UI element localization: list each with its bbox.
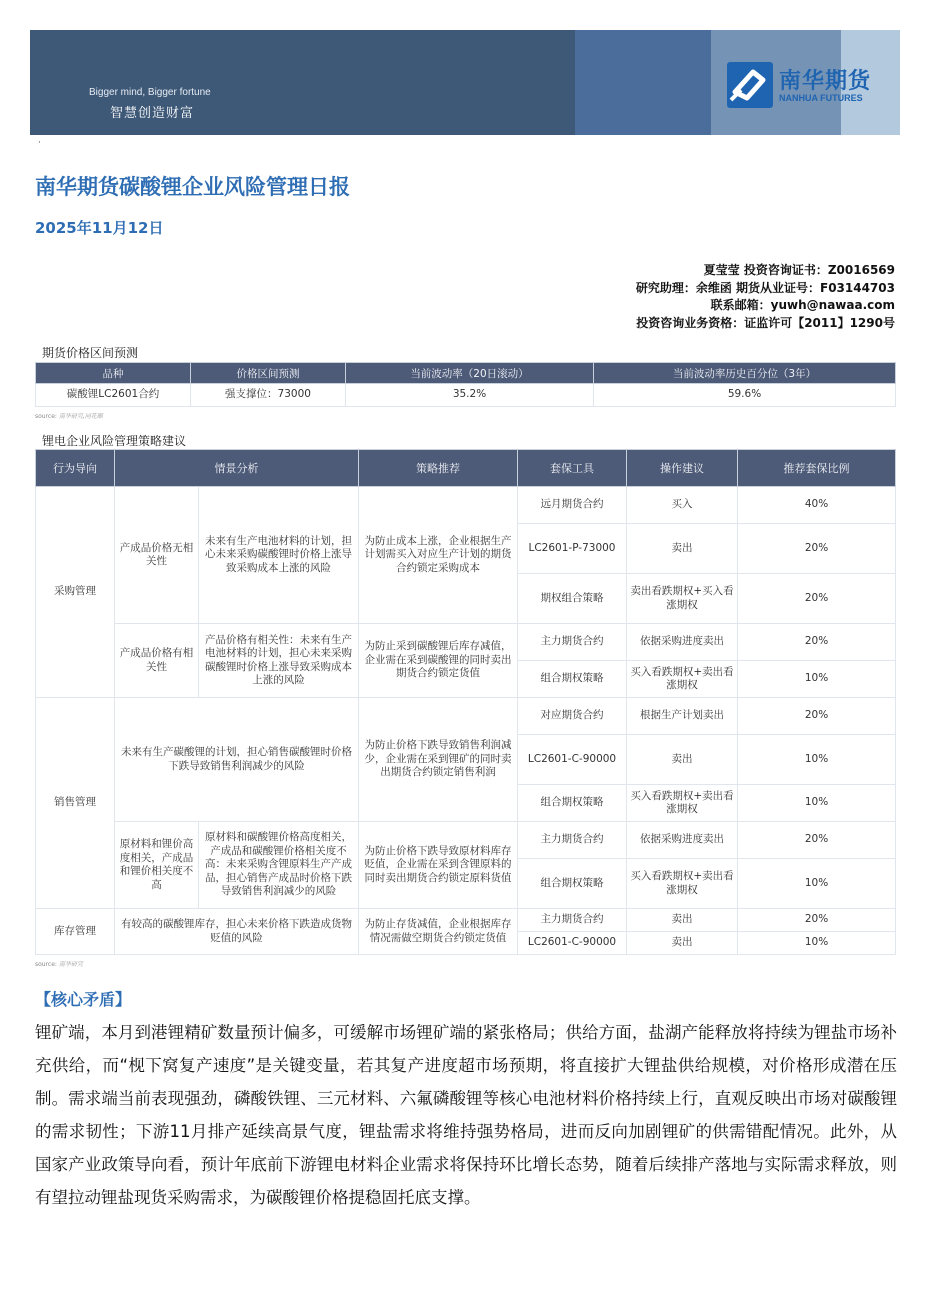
source-prefix: source: — [35, 413, 57, 420]
price-source-note — [35, 411, 103, 420]
table-row — [36, 384, 896, 407]
table-row — [36, 822, 896, 859]
strategy-cell: 为防止存货减值，企业根据库存情况需做空期货合约锁定货值 — [359, 909, 518, 955]
tool-cell: 组合期权策略 — [518, 661, 627, 698]
scenario-cell: 原材料和碳酸锂价格高度相关，产成品和碳酸锂价格相关度不高：未来采购含锂原料生产产成品，担心销售产成品时价格下跌导致销售利润减少的风险 — [199, 822, 359, 909]
slogan-chinese: 智慧创造财富 — [110, 106, 195, 121]
license-line: 投资咨询业务资格：证监许可【2011】1290号 — [636, 315, 895, 330]
logo-text-en: NANHUA FUTURES — [779, 93, 863, 103]
tool-cell: LC2601-C-90000 — [518, 932, 627, 955]
strategy-table — [35, 449, 896, 955]
table-header-row — [36, 363, 896, 384]
tool-cell: 主力期货合约 — [518, 822, 627, 859]
ratio-cell: 10% — [738, 785, 896, 822]
tool-cell: LC2601-P-73000 — [518, 524, 627, 574]
condition-cell: 原材料和锂价高度相关，产成品和锂价相关度不高 — [115, 822, 199, 909]
strategy-cell: 为防止采到碳酸锂后库存减值，企业需在采到碳酸锂的同时卖出期货合约锁定货值 — [359, 624, 518, 698]
banner-stripe — [575, 30, 711, 135]
action-cell: 依据采购进度卖出 — [627, 822, 738, 859]
action-cell: 根据生产计划卖出 — [627, 698, 738, 735]
slogan-english: Bigger mind, Bigger fortune — [89, 87, 211, 98]
tool-cell: LC2601-C-90000 — [518, 735, 627, 785]
column-header: 品种 — [36, 363, 191, 384]
action-cell: 卖出 — [627, 735, 738, 785]
column-header: 推荐套保比例 — [738, 450, 896, 487]
tool-cell: 组合期权策略 — [518, 859, 627, 909]
price-forecast-table — [35, 362, 896, 407]
table-row — [36, 698, 896, 735]
ratio-cell: 20% — [738, 624, 896, 661]
scenario-cell: 未来有生产碳酸锂的计划，担心销售碳酸锂时价格下跌导致销售利润减少的风险 — [115, 698, 359, 822]
action-cell: 卖出看跌期权+买入看涨期权 — [627, 574, 738, 624]
column-header: 操作建议 — [627, 450, 738, 487]
source-prefix: source: — [35, 961, 57, 968]
strategy-cell: 为防止价格下跌导致原材料库存贬值，企业需在采到含锂原料的同时卖出期货合约锁定原料货值 — [359, 822, 518, 909]
ratio-cell: 20% — [738, 909, 896, 932]
condition-cell: 产成品价格无相关性 — [115, 487, 199, 624]
page-marker: · — [38, 138, 41, 148]
ratio-cell: 10% — [738, 735, 896, 785]
email-line: 联系邮箱：yuwh@nawaa.com — [710, 298, 895, 312]
scenario-cell: 产品价格有相关性：未来有生产电池材料的计划，担心未来采购碳酸锂时价格上涨导致采购成本上涨的风险 — [199, 624, 359, 698]
nanhua-logo — [727, 62, 897, 110]
column-header: 当前波动率（20日滚动） — [346, 363, 594, 384]
tool-cell: 期权组合策略 — [518, 574, 627, 624]
ratio-cell: 20% — [738, 524, 896, 574]
tool-cell: 主力期货合约 — [518, 624, 627, 661]
ratio-cell: 20% — [738, 574, 896, 624]
action-cell: 买入看跌期权+卖出看涨期权 — [627, 785, 738, 822]
behavior-cell: 采购管理 — [36, 487, 115, 698]
source-text: 南华研究 — [58, 961, 83, 968]
tool-cell: 远月期货合约 — [518, 487, 627, 524]
report-title: 南华期货碳酸锂企业风险管理日报 — [35, 175, 350, 199]
table-cell: 35.2% — [346, 384, 594, 407]
column-header: 套保工具 — [518, 450, 627, 487]
table-row — [36, 487, 896, 524]
core-section-body: 锂矿端，本月到港锂精矿数量预计偏多，可缓解市场锂矿端的紧张格局；供给方面，盐湖产能释放将持续为锂盐市场补充供给，而“枧下窝复产速度”是关键变量，若其复产进度超市场预期，将直接扩大锂盐供给规模，对价格形成潜在压制。需求端当前表现强劲，磷酸铁锂、三元材料、六氟磷酸锂等核心电池材料价格持续上行，直观反映出市场对碳酸锂的需求韧性；下游11月排产延续高景气度，锂盐需求将维持强势格局，进而反向加剧锂矿的供需错配情况。此外，从国家产业政策导向看，预计年底前下游锂电材料企业需求将保持环比增长态势，随着后续排产落地与实际需求释放，则有望拉动锂盐现货采购需求，为碳酸锂价格提稳固托底支撑。 — [35, 1023, 897, 1207]
ratio-cell: 20% — [738, 822, 896, 859]
action-cell: 依据采购进度卖出 — [627, 624, 738, 661]
action-cell: 买入看跌期权+卖出看涨期权 — [627, 661, 738, 698]
ratio-cell: 10% — [738, 661, 896, 698]
table-cell: 碳酸锂LC2601合约 — [36, 384, 191, 407]
table-row — [36, 909, 896, 932]
table-row — [36, 624, 896, 661]
analyst-line: 夏莹莹 投资咨询证书：Z0016569 — [703, 263, 895, 277]
tool-cell: 组合期权策略 — [518, 785, 627, 822]
column-header: 当前波动率历史百分位（3年） — [594, 363, 896, 384]
table-cell: 59.6% — [594, 384, 896, 407]
logo-text-cn: 南华期货 — [779, 69, 872, 94]
table-cell: 强支撑位：73000 — [191, 384, 346, 407]
scenario-cell: 有较高的碳酸锂库存，担心未来价格下跌造成货物贬值的风险 — [115, 909, 359, 955]
condition-cell: 产成品价格有相关性 — [115, 624, 199, 698]
price-forecast-label: 期货价格区间预测 — [42, 346, 139, 360]
ratio-cell: 10% — [738, 859, 896, 909]
column-header: 价格区间预测 — [191, 363, 346, 384]
report-date: 2025年11月12日 — [35, 219, 164, 237]
ratio-cell: 10% — [738, 932, 896, 955]
strategy-source-note — [35, 959, 83, 968]
author-info — [636, 262, 895, 332]
nanhua-logo-icon — [727, 62, 773, 108]
source-text: 南华研究,同花顺 — [58, 413, 103, 420]
tool-cell: 主力期货合约 — [518, 909, 627, 932]
column-header: 策略推荐 — [359, 450, 518, 487]
action-cell: 卖出 — [627, 524, 738, 574]
assistant-line: 研究助理：余维函 期货从业证号：F03144703 — [635, 280, 895, 295]
action-cell: 买入 — [627, 487, 738, 524]
column-header: 情景分析 — [115, 450, 359, 487]
strategy-cell: 为防止成本上涨，企业根据生产计划需买入对应生产计划的期货合约锁定采购成本 — [359, 487, 518, 624]
behavior-cell: 销售管理 — [36, 698, 115, 909]
ratio-cell: 20% — [738, 698, 896, 735]
scenario-cell: 未来有生产电池材料的计划，担心未来采购碳酸锂时价格上涨导致采购成本上涨的风险 — [199, 487, 359, 624]
strategy-label: 锂电企业风险管理策略建议 — [42, 434, 187, 448]
table-header-row — [36, 450, 896, 487]
ratio-cell: 40% — [738, 487, 896, 524]
strategy-cell: 为防止价格下跌导致销售利润减少，企业需在采到锂矿的同时卖出期货合约锁定销售利润 — [359, 698, 518, 822]
action-cell: 卖出 — [627, 932, 738, 955]
behavior-cell: 库存管理 — [36, 909, 115, 955]
core-section-title: 【核心矛盾】 — [35, 990, 132, 1009]
tool-cell: 对应期货合约 — [518, 698, 627, 735]
column-header: 行为导向 — [36, 450, 115, 487]
action-cell: 买入看跌期权+卖出看涨期权 — [627, 859, 738, 909]
action-cell: 卖出 — [627, 909, 738, 932]
